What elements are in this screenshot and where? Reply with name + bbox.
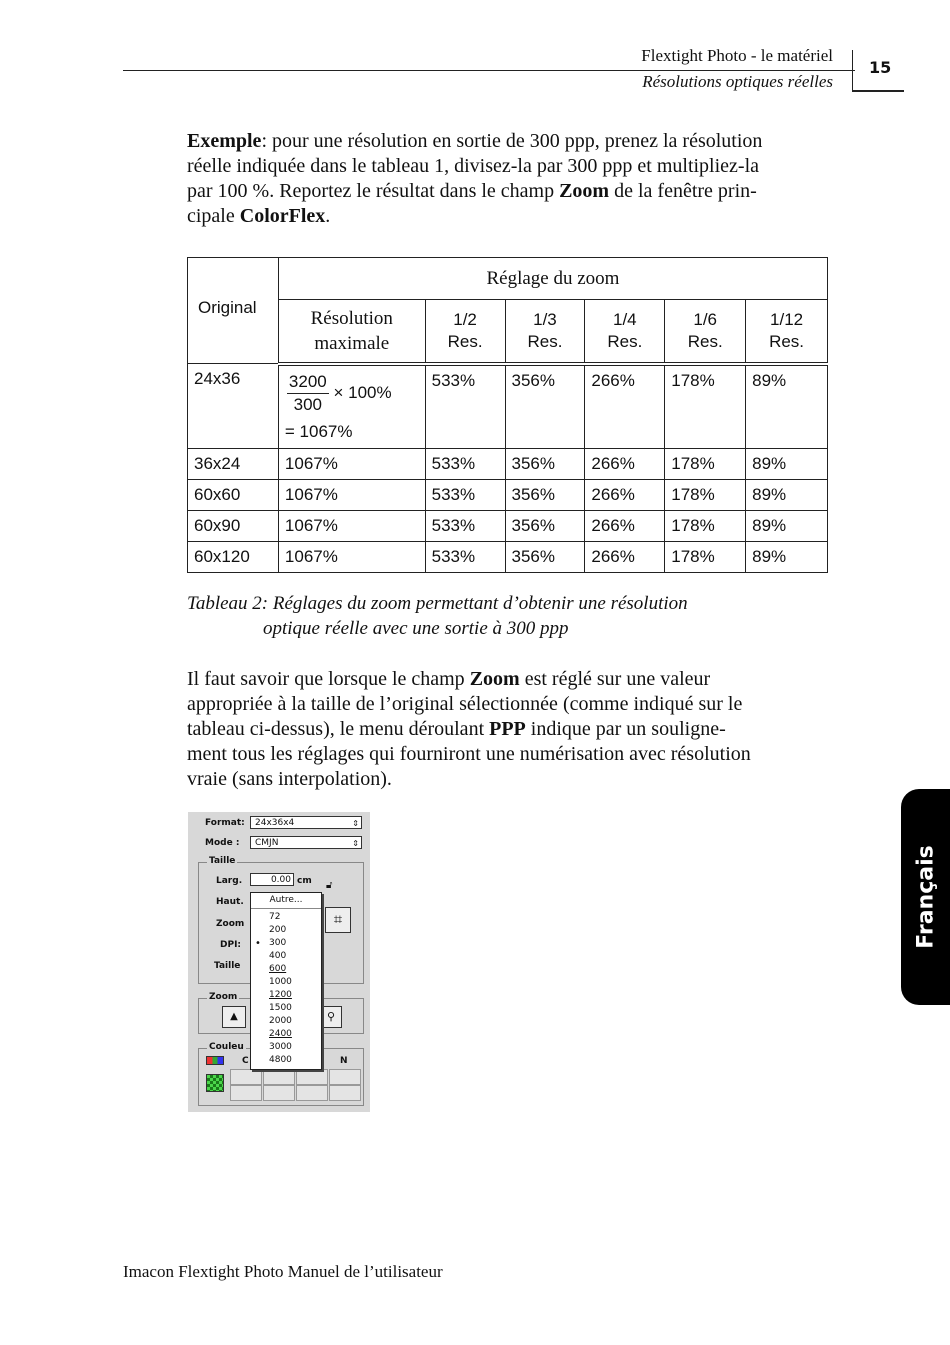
cell-max: 1067% — [278, 449, 425, 480]
crop-icon[interactable]: ⌗ — [325, 907, 351, 933]
column-header-zoom-group: Réglage du zoom — [278, 258, 827, 300]
color-value-cell — [296, 1085, 328, 1101]
cell-value: 533% — [425, 480, 505, 511]
cell-value: 89% — [746, 480, 828, 511]
cell-value: 356% — [505, 542, 585, 573]
updown-arrows-icon: ⇕ — [352, 819, 359, 828]
cell-max: 1067% — [278, 480, 425, 511]
cell-value: 266% — [585, 480, 665, 511]
cell-value: 266% — [585, 364, 665, 449]
color-value-cell — [230, 1069, 262, 1085]
running-header-subtitle: Résolutions optiques réelles — [642, 72, 833, 91]
page-number: 15 — [869, 58, 892, 77]
cell-value: 89% — [746, 511, 828, 542]
color-value-cell — [329, 1069, 361, 1085]
dpi-dropdown-menu[interactable] — [250, 892, 322, 1070]
color-swatch-icon — [206, 1074, 224, 1092]
color-value-cell — [296, 1069, 328, 1085]
color-value-cell — [263, 1085, 295, 1101]
table-row — [188, 511, 828, 542]
table-row — [188, 449, 828, 480]
menu-item-dpi[interactable]: 400 — [269, 951, 287, 961]
updown-arrows-icon: ⇕ — [352, 839, 359, 848]
magnifier-icon[interactable]: ⚲ — [320, 1006, 342, 1028]
cell-max: 1067% — [278, 542, 425, 573]
width-field[interactable]: 0.00 — [250, 873, 294, 886]
page-footer: Imacon Flextight Photo Manuel de l’utilisateur — [123, 1262, 443, 1281]
cell-value: 178% — [665, 511, 746, 542]
example-keyword: Exemple — [187, 130, 262, 152]
cell-value: 356% — [505, 511, 585, 542]
menu-item-dpi[interactable]: 3000 — [269, 1042, 292, 1052]
color-value-cell — [329, 1085, 361, 1101]
mode-select[interactable]: CMJN ⇕ — [250, 836, 362, 849]
cell-value: 178% — [665, 542, 746, 573]
selected-bullet-icon: • — [255, 938, 261, 949]
cell-value: 356% — [505, 480, 585, 511]
mountain-icon[interactable]: ▲ — [222, 1006, 246, 1028]
cell-value: 178% — [665, 364, 746, 449]
example-paragraph: Exemple: pour une résolution en sortie de 300 ppp, prenez la résolution réelle indiquée dans le tableau 1, divisez-la par 300 ppp et multipliez-la par 100 %. Reportez le résultat dans le champ Zoom de la fenêtre prin- cipale ColorFlex. — [187, 130, 763, 227]
fraction: $\frac{3200}{300}$ — [288, 371, 327, 414]
menu-item-dpi[interactable]: 200 — [269, 925, 287, 935]
cell-original: 60x120 — [188, 542, 279, 573]
cell-value: 89% — [746, 364, 828, 449]
cell-value: 266% — [585, 511, 665, 542]
body-paragraph: Il faut savoir que lorsque le champ Zoom est réglé sur une valeur appropriée à la taille de l’original sélectionnée (comme indiqué sur le tableau ci-dessus), le menu déroulant PPP indique par un souligne- ment tous les réglages qui fourniront une numérisation avec résolution vraie (sans interpolation). — [187, 668, 751, 790]
cell-value: 356% — [505, 449, 585, 480]
menu-item-dpi[interactable]: 72 — [269, 912, 281, 922]
lock-icon[interactable]: 🔓︎ — [326, 880, 333, 891]
table-row — [188, 542, 828, 573]
column-header-original: Original — [188, 258, 279, 364]
cell-value: 266% — [585, 542, 665, 573]
menu-item-dpi[interactable]: 2000 — [269, 1016, 292, 1026]
cell-formula: $\frac{3200}{300}$ × 100% = 1067% — [278, 364, 425, 449]
page-number-box — [852, 50, 904, 92]
cell-value: 533% — [425, 449, 505, 480]
cell-value: 89% — [746, 449, 828, 480]
colorflex-panel-screenshot: Format: 24x36x4 ⇕ Mode : CMJN ⇕ Taille Larg. 0.00 cm 🔓︎ Haut. Zoom DPI: Taille ⌗ Zoom ▲ ⚲ Couleu C N Autre... 72 200 300 • 400 600 1000 1200 1500 2000 2400 3000 4800 — [188, 812, 370, 1112]
column-header-sixth: 1/6 Res. — [665, 300, 746, 364]
table-row — [188, 364, 828, 449]
cell-value: 533% — [425, 364, 505, 449]
cell-value: 266% — [585, 449, 665, 480]
cell-original: 60x60 — [188, 480, 279, 511]
column-header-half: 1/2 Res. — [425, 300, 505, 364]
color-value-cell — [263, 1069, 295, 1085]
taille-group: Taille — [198, 862, 364, 984]
cell-value: 356% — [505, 364, 585, 449]
language-tab: Français — [901, 789, 950, 1005]
cell-max: 1067% — [278, 511, 425, 542]
cell-value: 178% — [665, 480, 746, 511]
color-value-cell — [230, 1085, 262, 1101]
menu-item-dpi[interactable]: 4800 — [269, 1055, 292, 1065]
menu-item-dpi[interactable]: 1200 — [269, 990, 292, 1000]
column-header-twelfth: 1/12 Res. — [746, 300, 828, 364]
table-caption: Tableau 2: Réglages du zoom permettant d’obtenir une résolution optique réelle avec une sortie à 300 ppp — [187, 593, 688, 639]
color-channels-icon — [206, 1056, 224, 1065]
column-header-max-resolution: Résolution maximale — [278, 300, 425, 364]
format-select[interactable]: 24x36x4 ⇕ — [250, 816, 362, 829]
menu-item-dpi[interactable]: 600 — [269, 964, 287, 974]
cell-value: 89% — [746, 542, 828, 573]
header-rule — [123, 70, 855, 71]
menu-item-dpi[interactable]: 2400 — [269, 1029, 292, 1039]
running-header-title: Flextight Photo - le matériel — [641, 46, 833, 65]
column-header-third: 1/3 Res. — [505, 300, 585, 364]
cell-original: 36x24 — [188, 449, 279, 480]
zoom-settings-table — [187, 257, 828, 573]
cell-original: 60x90 — [188, 511, 279, 542]
couleur-group: Couleu — [198, 1048, 364, 1106]
cell-value: 178% — [665, 449, 746, 480]
table-row — [188, 480, 828, 511]
menu-item-autre[interactable]: Autre... — [251, 893, 321, 909]
zoom-group: Zoom — [198, 998, 364, 1034]
cell-value: 533% — [425, 542, 505, 573]
menu-item-dpi[interactable]: 1000 — [269, 977, 292, 987]
column-header-quarter: 1/4 Res. — [585, 300, 665, 364]
cell-original: 24x36 — [188, 364, 279, 449]
menu-item-dpi[interactable]: 300 — [269, 938, 287, 948]
cell-value: 533% — [425, 511, 505, 542]
menu-item-dpi[interactable]: 1500 — [269, 1003, 292, 1013]
